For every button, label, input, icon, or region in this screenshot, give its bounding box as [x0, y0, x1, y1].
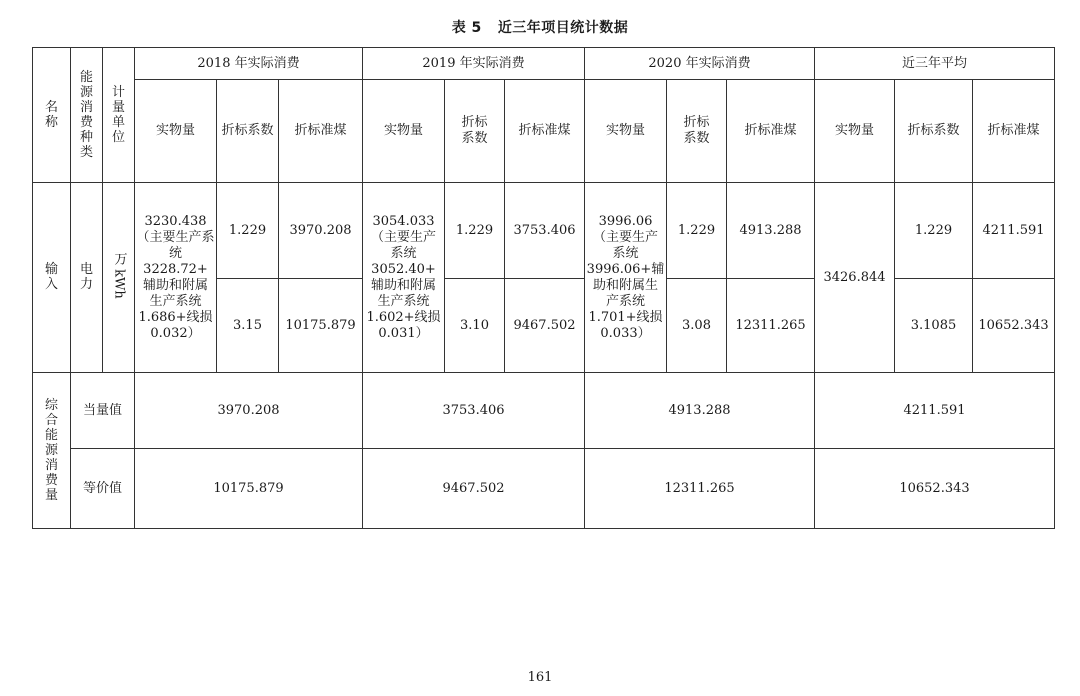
factor-2019-a: 1.229 — [445, 183, 505, 279]
unit-cell — [103, 183, 135, 373]
physical-2019: 3054.033 （主要生产 系统 3052.40+ 辅助和附属 生产系统 1.602+线损 0.031） — [363, 183, 445, 373]
sub-factor-2019: 折标 系数 — [445, 80, 505, 183]
equivalent-label: 当量值 — [71, 373, 135, 449]
coal-average-b: 10652.343 — [973, 279, 1055, 373]
equivalent-2020: 4913.288 — [585, 373, 815, 449]
energy-type: 电力 — [79, 262, 93, 292]
header-2018: 2018 年实际消费 — [135, 48, 363, 80]
input-row-1 — [33, 183, 1055, 279]
physical-2018: 3230.438 （主要生产系统 3228.72+ 辅助和附属 生产系统 1.686+线损 0.032） — [135, 183, 217, 373]
header-unit: 计量单位 — [111, 84, 125, 145]
equal-price-row — [33, 449, 1055, 529]
equivalent-row — [33, 373, 1055, 449]
sub-coal-2019: 折标准煤 — [505, 80, 585, 183]
page-number: 161 — [527, 670, 553, 685]
table-caption: 近三年项目统计数据 — [497, 20, 629, 36]
factor-2019-b: 3.10 — [445, 279, 505, 373]
sub-coal-2018: 折标准煤 — [279, 80, 363, 183]
sub-factor-average: 折标系数 — [895, 80, 973, 183]
input-label-cell — [33, 183, 71, 373]
header-unit-cell — [103, 48, 135, 183]
sub-factor-2018: 折标系数 — [217, 80, 279, 183]
statistics-table — [32, 47, 1055, 529]
coal-2020-b: 12311.265 — [727, 279, 815, 373]
table-label: 表 5 — [451, 20, 482, 36]
sub-factor-2020: 折标 系数 — [667, 80, 727, 183]
factor-average-b: 3.1085 — [895, 279, 973, 373]
equal-price-2018: 10175.879 — [135, 449, 363, 529]
header-energy-type: 能源消费种类 — [79, 69, 93, 160]
sub-physical-2019: 实物量 — [363, 80, 445, 183]
coal-2020-a: 4913.288 — [727, 183, 815, 279]
header-2020: 2020 年实际消费 — [585, 48, 815, 80]
sub-physical-2020: 实物量 — [585, 80, 667, 183]
total-label-cell — [33, 373, 71, 529]
energy-type-cell — [71, 183, 103, 373]
header-row-sub — [33, 80, 1055, 183]
header-name: 名称 — [44, 99, 58, 130]
coal-2018-b: 10175.879 — [279, 279, 363, 373]
coal-2019-b: 9467.502 — [505, 279, 585, 373]
header-average: 近三年平均 — [815, 48, 1055, 80]
factor-average-a: 1.229 — [895, 183, 973, 279]
input-label: 输入 — [44, 262, 58, 292]
equal-price-2019: 9467.502 — [363, 449, 585, 529]
equal-price-label: 等价值 — [71, 449, 135, 529]
equivalent-average: 4211.591 — [815, 373, 1055, 449]
factor-2018-b: 3.15 — [217, 279, 279, 373]
equal-price-2020: 12311.265 — [585, 449, 815, 529]
unit-value: 万 kWh — [111, 251, 127, 299]
factor-2020-a: 1.229 — [667, 183, 727, 279]
coal-2018-a: 3970.208 — [279, 183, 363, 279]
coal-2019-a: 3753.406 — [505, 183, 585, 279]
header-energy-type-cell — [71, 48, 103, 183]
coal-average-a: 4211.591 — [973, 183, 1055, 279]
factor-2020-b: 3.08 — [667, 279, 727, 373]
header-2019: 2019 年实际消费 — [363, 48, 585, 80]
factor-2018-a: 1.229 — [217, 183, 279, 279]
sub-coal-average: 折标准煤 — [973, 80, 1055, 183]
physical-2020: 3996.06 （主要生产 系统 3996.06+辅 助和附属生 产系统 1.701+线损 0.033） — [585, 183, 667, 373]
total-label: 综合能源消费量 — [44, 397, 58, 503]
sub-physical-2018: 实物量 — [135, 80, 217, 183]
equivalent-2018: 3970.208 — [135, 373, 363, 449]
physical-average: 3426.844 — [815, 183, 895, 373]
header-name-cell — [33, 48, 71, 183]
sub-coal-2020: 折标准煤 — [727, 80, 815, 183]
equal-price-average: 10652.343 — [815, 449, 1055, 529]
table-title — [0, 17, 1080, 37]
header-row-years — [33, 48, 1055, 80]
equivalent-2019: 3753.406 — [363, 373, 585, 449]
sub-physical-average: 实物量 — [815, 80, 895, 183]
